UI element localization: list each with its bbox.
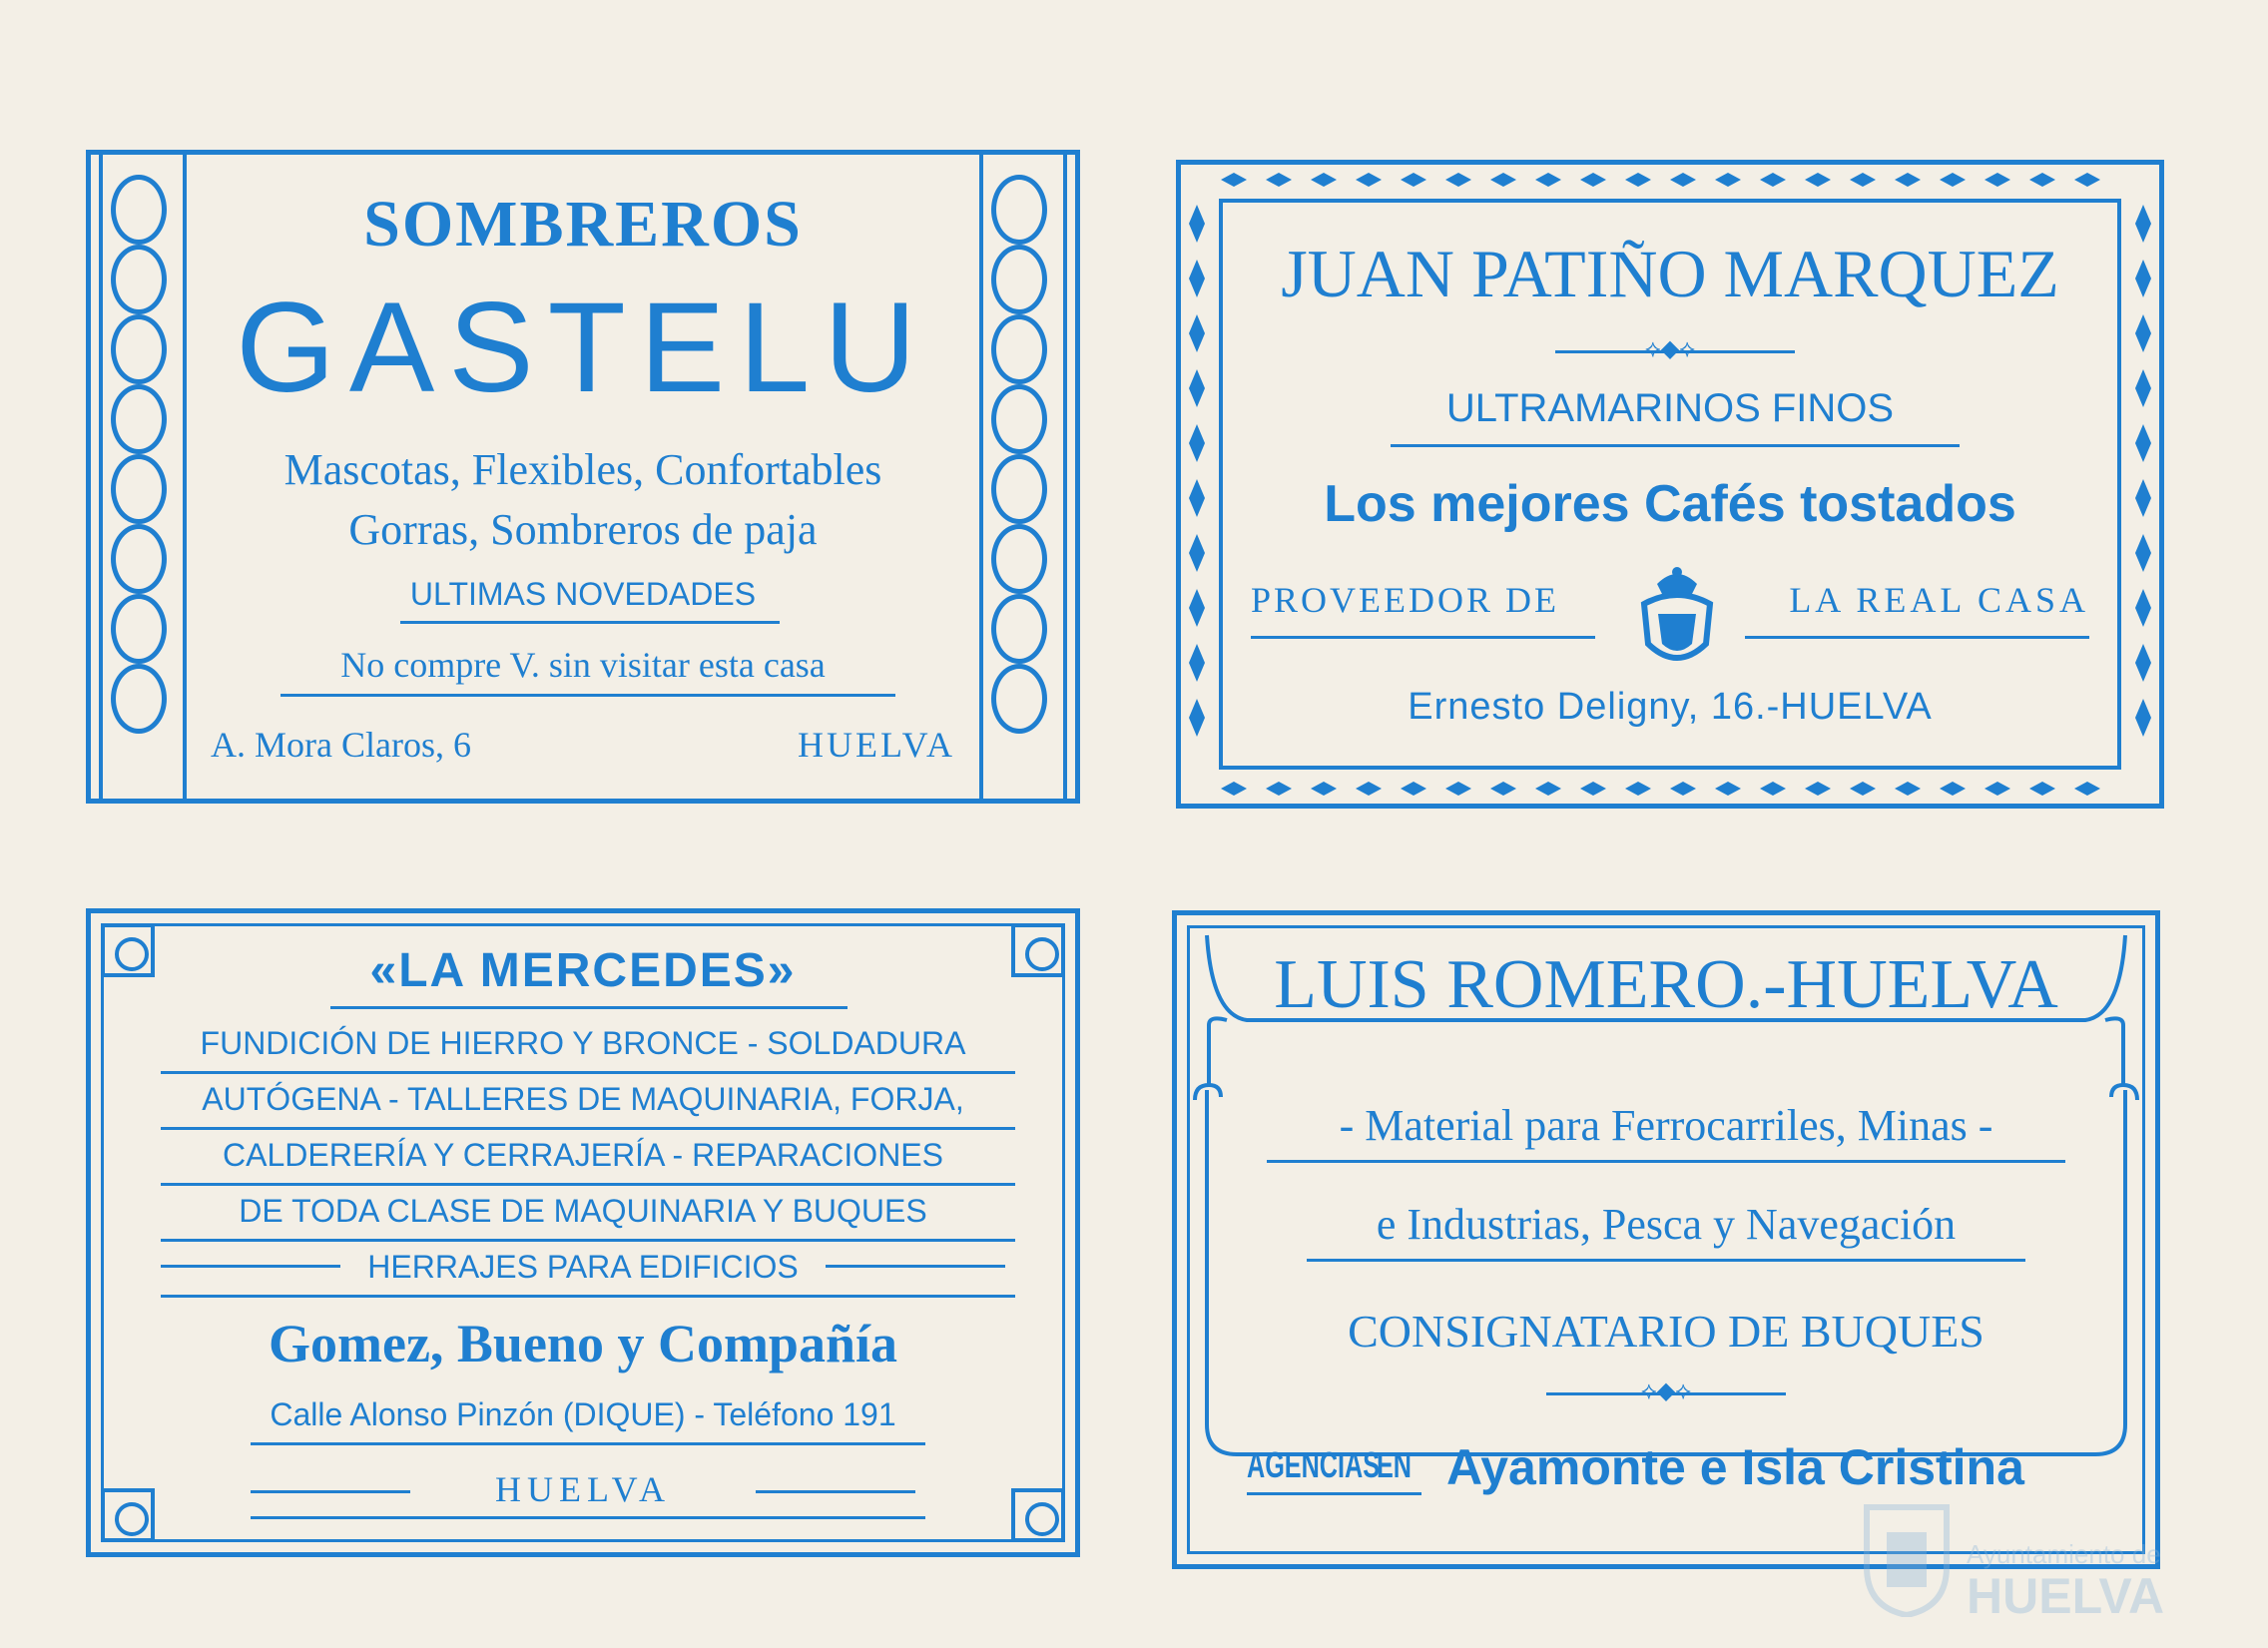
product-line-2: e Industrias, Pesca y Navegación bbox=[1376, 1200, 1957, 1249]
novedades-label: ULTIMAS NOVEDADES bbox=[409, 576, 757, 612]
inner-frame bbox=[101, 923, 1065, 1542]
divider bbox=[330, 1006, 848, 1009]
bottom-diamond-border bbox=[1221, 782, 2119, 796]
slogan: No compre V. sin visitar esta casa bbox=[340, 645, 826, 685]
watermark bbox=[1857, 1487, 2186, 1627]
ad-patino bbox=[1176, 160, 2164, 809]
divider bbox=[161, 1071, 1015, 1074]
coffee-line: Los mejores Cafés tostados bbox=[1324, 475, 2016, 533]
city-shield-icon bbox=[1857, 1487, 1957, 1617]
service-line-4: DE TODA CLASE DE MAQUINARIA Y BUQUES bbox=[239, 1193, 927, 1229]
watermark-small: Ayuntamiento de bbox=[1967, 1539, 2161, 1569]
divider bbox=[1251, 636, 1595, 639]
divider bbox=[161, 1183, 1015, 1186]
divider bbox=[1391, 444, 1960, 447]
merchant-name: JUAN PATIÑO MARQUEZ bbox=[1281, 236, 2059, 311]
divider bbox=[826, 1265, 1005, 1268]
divider bbox=[1307, 1259, 2025, 1262]
left-diamond-border bbox=[1189, 205, 1205, 764]
ad-la-mercedes bbox=[86, 908, 1080, 1557]
divider bbox=[251, 1490, 410, 1493]
agencias-label: AGENCIAS bbox=[1247, 1444, 1381, 1485]
corner-rosette-icon bbox=[1011, 1488, 1065, 1542]
corner-rosette-icon bbox=[101, 923, 155, 977]
consignee-line: CONSIGNATARIO DE BUQUES bbox=[1348, 1306, 1984, 1357]
proveedor-left: PROVEEDOR DE bbox=[1251, 580, 1560, 620]
divider bbox=[400, 621, 780, 624]
ornament-icon: ⟡◆⟡ bbox=[1640, 1376, 1692, 1404]
agency-towns: Ayamonte e Isla Cristina bbox=[1446, 1439, 2024, 1495]
address: Calle Alonso Pinzón (DIQUE) - Teléfono 191 bbox=[270, 1396, 896, 1432]
top-diamond-border bbox=[1221, 173, 2119, 187]
proveedor-right: LA REAL CASA bbox=[1789, 580, 2089, 620]
divider bbox=[251, 1516, 925, 1519]
divider bbox=[161, 1265, 340, 1268]
product-line-2: Gorras, Sombreros de paja bbox=[348, 505, 818, 554]
divider bbox=[1745, 636, 2089, 639]
right-ornament-panel bbox=[979, 155, 1067, 799]
service-line-5: HERRAJES PARA EDIFICIOS bbox=[367, 1249, 799, 1285]
company-name: Gomez, Bueno y Compañía bbox=[268, 1314, 898, 1373]
corner-rosette-icon bbox=[1011, 923, 1065, 977]
brand-name: GASTELU bbox=[236, 276, 930, 419]
product-line-1: Mascotas, Flexibles, Confortables bbox=[284, 445, 882, 494]
watermark-big: HUELVA bbox=[1967, 1568, 2165, 1624]
divider bbox=[756, 1490, 915, 1493]
divider bbox=[281, 694, 895, 697]
royal-crest-icon bbox=[1632, 564, 1722, 674]
ornament-icon: ⟡◆⟡ bbox=[1644, 334, 1696, 362]
divider bbox=[1267, 1160, 2065, 1163]
service-line-2: AUTÓGENA - TALLERES DE MAQUINARIA, FORJA, bbox=[202, 1081, 964, 1117]
subtitle: ULTRAMARINOS FINOS bbox=[1445, 386, 1895, 430]
address: A. Mora Claros, 6 bbox=[211, 725, 471, 765]
divider bbox=[251, 1442, 925, 1445]
address: Ernesto Deligny, 16.-HUELVA bbox=[1408, 686, 1933, 728]
ad-luis-romero bbox=[1172, 910, 2160, 1569]
en-label: EN bbox=[1377, 1444, 1413, 1485]
right-diamond-border bbox=[2135, 205, 2151, 764]
corner-rosette-icon bbox=[101, 1488, 155, 1542]
service-line-1: FUNDICIÓN DE HIERRO Y BRONCE - SOLDADURA bbox=[200, 1025, 966, 1061]
ad-heading: SOMBREROS bbox=[363, 188, 803, 261]
city: HUELVA bbox=[797, 725, 955, 765]
divider bbox=[161, 1127, 1015, 1130]
divider bbox=[161, 1295, 1015, 1298]
divider bbox=[161, 1239, 1015, 1242]
city: HUELVA bbox=[494, 1469, 672, 1509]
firm-name: «LA MERCEDES» bbox=[369, 944, 797, 997]
service-line-3: CALDERERÍA Y CERRAJERÍA - REPARACIONES bbox=[223, 1137, 943, 1173]
firm-name: LUIS ROMERO.-HUELVA bbox=[1274, 946, 2058, 1023]
left-ornament-panel bbox=[99, 155, 187, 799]
ad-gastelu bbox=[86, 150, 1080, 804]
divider bbox=[1247, 1492, 1421, 1495]
product-line-1: - Material para Ferrocarriles, Minas - bbox=[1339, 1101, 1993, 1150]
